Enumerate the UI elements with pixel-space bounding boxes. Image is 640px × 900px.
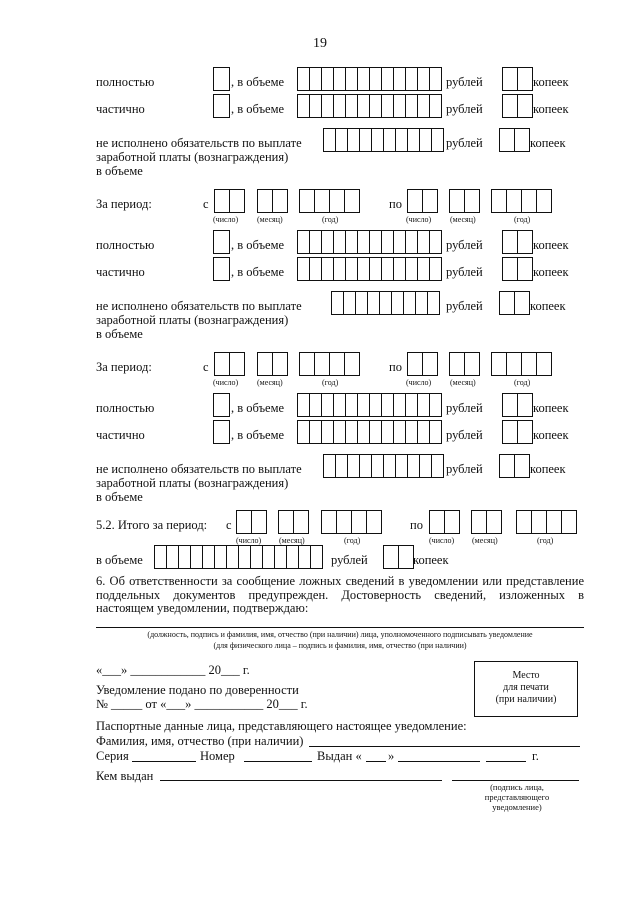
amount-kopecks-field[interactable] — [502, 67, 533, 91]
day-caption: (число) — [406, 378, 432, 387]
passport-heading: Паспортные данные лица, представляющего настоящее уведомление: — [96, 719, 467, 733]
month-caption: (месяц) — [450, 378, 476, 387]
not-fulfilled-label-2: заработной платы (вознаграждения) — [96, 313, 289, 327]
to-day-field[interactable] — [407, 189, 438, 213]
in-amount-label: , в объеме — [231, 401, 285, 415]
total-kopecks-field[interactable] — [383, 545, 414, 569]
to-year-field[interactable] — [491, 189, 552, 213]
stamp-line-1: Место — [512, 670, 540, 681]
month-caption: (месяц) — [257, 378, 283, 387]
date-line[interactable]: «___» ____________ 20___ г. — [96, 663, 250, 677]
responsibility-statement: 6. Об ответственности за сообщение ложных сведений в уведомлении или представление поддельных документов предупрежден. Достоверность сведений, изложенных в настоящем уведомлении, подтверждаю: — [96, 574, 584, 615]
number-label: Номер — [200, 749, 235, 763]
rubles-label: рублей — [446, 265, 483, 279]
issued-quote: » — [388, 749, 395, 763]
unpaid-rubles-field[interactable] — [323, 128, 444, 152]
not-fulfilled-label-1: не исполнено обязательств по выплате — [96, 462, 302, 476]
to-month-field[interactable] — [449, 189, 480, 213]
fully-checkbox[interactable] — [213, 67, 230, 91]
from-label: с — [203, 197, 209, 211]
in-amount-label: , в объеме — [231, 75, 285, 89]
sig-caption-line-3: уведомление) — [492, 802, 542, 812]
not-fulfilled-label-3: в объеме — [96, 327, 143, 341]
to-day-field[interactable] — [407, 352, 438, 376]
day-caption: (число) — [213, 215, 239, 224]
partially-label: частично — [96, 102, 145, 116]
stamp-place — [474, 661, 578, 717]
day-caption: (число) — [429, 536, 455, 545]
not-fulfilled-label-3: в объеме — [96, 164, 143, 178]
year-caption: (год) — [322, 378, 339, 387]
fully-label: полностью — [96, 75, 155, 89]
total-from-month-field[interactable] — [278, 510, 309, 534]
page-number: 19 — [313, 36, 327, 51]
number-field[interactable] — [244, 761, 312, 762]
to-label: по — [389, 197, 402, 211]
issued-day-field[interactable] — [366, 761, 386, 762]
sig-caption-line-2: представляющего — [484, 792, 550, 802]
stamp-line-2: для печати — [503, 682, 549, 693]
total-from-day-field[interactable] — [236, 510, 267, 534]
total-to-day-field[interactable] — [429, 510, 460, 534]
signature-caption-1: (должность, подпись и фамилия, имя, отчество (при наличии) лица, уполномоченного подписывать уведомление — [147, 630, 533, 639]
unpaid-kopecks-field[interactable] — [499, 291, 530, 315]
in-amount-label: , в объеме — [231, 102, 285, 116]
proxy-number-date[interactable]: № _____ от «___» ___________ 20___ г. — [96, 697, 308, 711]
unpaid-rubles-field[interactable] — [323, 454, 444, 478]
signature-caption-2: (для физического лица – подпись и фамилия, имя, отчество (при наличии) — [213, 641, 467, 650]
series-label: Серия — [96, 749, 129, 763]
issued-year-field[interactable] — [486, 761, 526, 762]
year-suffix: г. — [532, 749, 539, 763]
unpaid-rubles-field[interactable] — [331, 291, 440, 315]
amount-rubles-field[interactable] — [297, 420, 442, 444]
year-caption: (год) — [537, 536, 554, 545]
fully-label: полностью — [96, 401, 155, 415]
kopecks-label: копеек — [533, 401, 569, 415]
day-caption: (число) — [406, 215, 432, 224]
year-caption: (год) — [322, 215, 339, 224]
rubles-label: рублей — [446, 136, 483, 150]
kopecks-label: копеек — [533, 238, 569, 252]
not-fulfilled-label-1: не исполнено обязательств по выплате — [96, 136, 302, 150]
fio-field[interactable] — [309, 746, 580, 747]
total-from-year-field[interactable] — [321, 510, 382, 534]
series-field[interactable] — [132, 761, 196, 762]
representative-signature-line[interactable] — [452, 780, 579, 781]
year-caption: (год) — [514, 378, 531, 387]
from-month-field[interactable] — [257, 189, 288, 213]
rubles-label: рублей — [446, 428, 483, 442]
total-to-year-field[interactable] — [516, 510, 577, 534]
kopecks-label: копеек — [530, 136, 566, 150]
rubles-label: рублей — [446, 75, 483, 89]
total-to-month-field[interactable] — [471, 510, 502, 534]
from-month-field[interactable] — [257, 352, 288, 376]
in-amount-label: , в объеме — [231, 238, 285, 252]
to-label: по — [389, 360, 402, 374]
amount-kopecks-field[interactable] — [502, 230, 533, 254]
from-day-field[interactable] — [214, 189, 245, 213]
period-label: За период: — [96, 360, 152, 374]
signature-line[interactable] — [96, 627, 584, 628]
unpaid-kopecks-field[interactable] — [499, 454, 530, 478]
not-fulfilled-label-2: заработной платы (вознаграждения) — [96, 150, 289, 164]
not-fulfilled-label-3: в объеме — [96, 490, 143, 504]
issued-label: Выдан « — [317, 749, 362, 763]
proxy-label: Уведомление подано по доверенности — [96, 683, 299, 697]
partially-label: частично — [96, 428, 145, 442]
not-fulfilled-label-2: заработной платы (вознаграждения) — [96, 476, 289, 490]
year-caption: (год) — [514, 215, 531, 224]
to-label: по — [410, 518, 423, 532]
to-month-field[interactable] — [449, 352, 480, 376]
partially-checkbox[interactable] — [213, 420, 230, 444]
year-caption: (год) — [344, 536, 361, 545]
unpaid-kopecks-field[interactable] — [499, 128, 530, 152]
amount-rubles-field[interactable] — [297, 393, 442, 417]
period-label: За период: — [96, 197, 152, 211]
sig-caption-line-1: (подпись лица, — [490, 782, 544, 792]
from-year-field[interactable] — [299, 352, 360, 376]
partially-checkbox[interactable] — [213, 94, 230, 118]
from-day-field[interactable] — [214, 352, 245, 376]
in-amount-label: , в объеме — [231, 265, 285, 279]
fio-label: Фамилия, имя, отчество (при наличии) — [96, 734, 304, 748]
representative-signature-caption — [455, 782, 579, 812]
from-year-field[interactable] — [299, 189, 360, 213]
issued-by-field[interactable] — [160, 780, 442, 781]
in-amount-label: , в объеме — [231, 428, 285, 442]
rubles-label: рублей — [446, 238, 483, 252]
fully-checkbox[interactable] — [213, 230, 230, 254]
from-label: с — [226, 518, 232, 532]
amount-kopecks-field[interactable] — [502, 94, 533, 118]
total-heading: 5.2. Итого за период: — [96, 518, 208, 532]
month-caption: (месяц) — [472, 536, 498, 545]
total-in-amount-label: в объеме — [96, 553, 143, 567]
partially-checkbox[interactable] — [213, 257, 230, 281]
rubles-label: рублей — [331, 553, 368, 567]
kopecks-label: копеек — [530, 299, 566, 313]
month-caption: (месяц) — [257, 215, 283, 224]
rubles-label: рублей — [446, 462, 483, 476]
month-caption: (месяц) — [450, 215, 476, 224]
amount-rubles-field[interactable] — [297, 257, 442, 281]
amount-rubles-field[interactable] — [297, 94, 442, 118]
amount-rubles-field[interactable] — [297, 67, 442, 91]
kopecks-label: копеек — [533, 75, 569, 89]
day-caption: (число) — [213, 378, 239, 387]
month-caption: (месяц) — [279, 536, 305, 545]
fully-checkbox[interactable] — [213, 393, 230, 417]
rubles-label: рублей — [446, 299, 483, 313]
kopecks-label: копеек — [530, 462, 566, 476]
kopecks-label: копеек — [533, 102, 569, 116]
partially-label: частично — [96, 265, 145, 279]
amount-kopecks-field[interactable] — [502, 393, 533, 417]
kopecks-label: копеек — [533, 428, 569, 442]
amount-rubles-field[interactable] — [297, 230, 442, 254]
amount-kopecks-field[interactable] — [502, 257, 533, 281]
total-rubles-field[interactable] — [154, 545, 323, 569]
day-caption: (число) — [236, 536, 262, 545]
to-year-field[interactable] — [491, 352, 552, 376]
amount-kopecks-field[interactable] — [502, 420, 533, 444]
rubles-label: рублей — [446, 102, 483, 116]
rubles-label: рублей — [446, 401, 483, 415]
issued-month-field[interactable] — [398, 761, 480, 762]
kopecks-label: копеек — [533, 265, 569, 279]
kopecks-label: копеек — [413, 553, 449, 567]
stamp-line-3: (при наличии) — [495, 694, 557, 705]
from-label: с — [203, 360, 209, 374]
issued-by-label: Кем выдан — [96, 769, 154, 783]
not-fulfilled-label-1: не исполнено обязательств по выплате — [96, 299, 302, 313]
fully-label: полностью — [96, 238, 155, 252]
